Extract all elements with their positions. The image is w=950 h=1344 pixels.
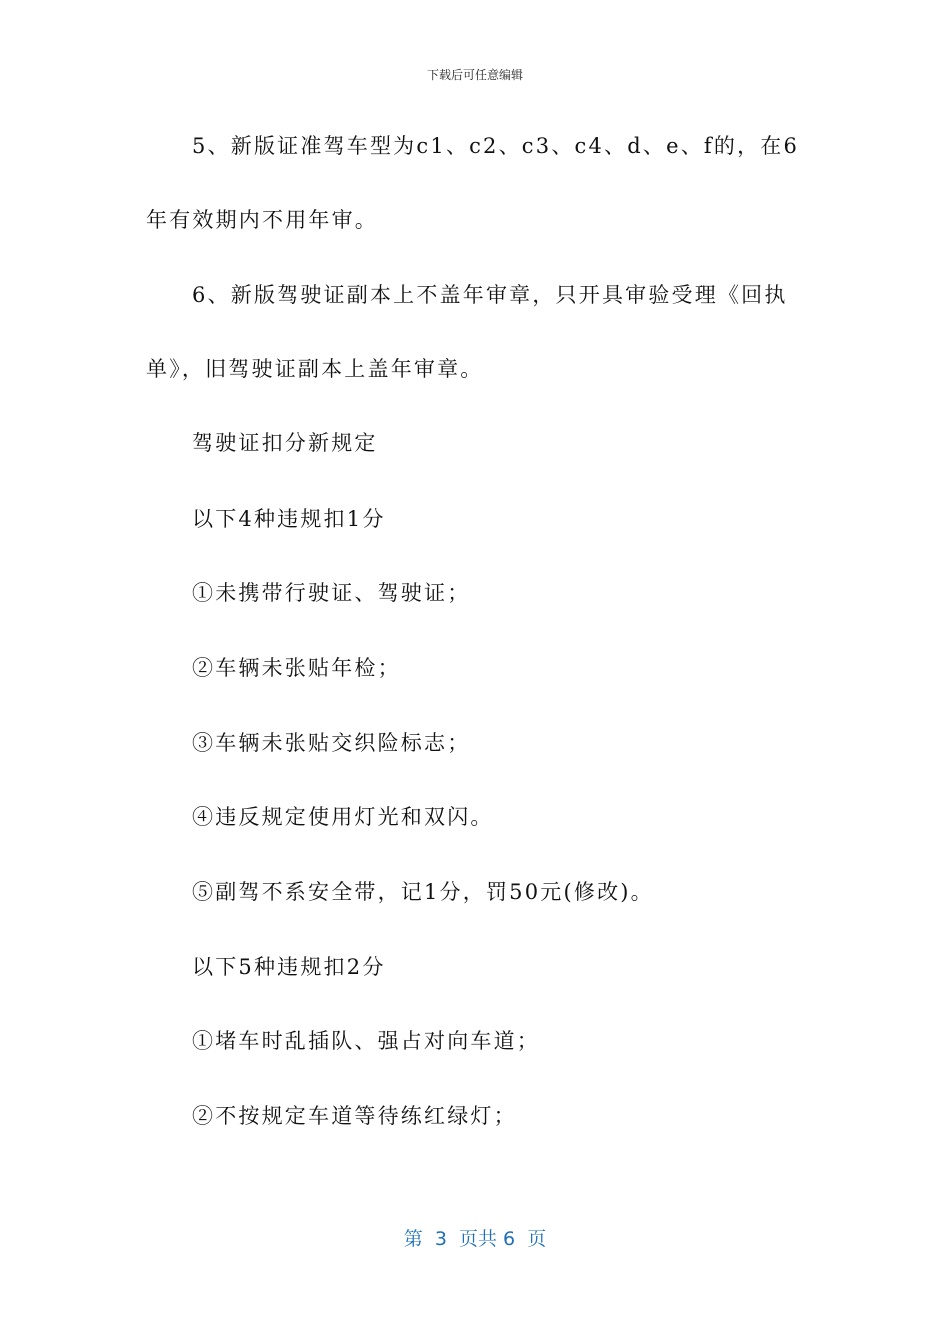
- paragraph-line-3: 6、新版驾驶证副本上不盖年审章，只开具审验受理《回执: [192, 283, 788, 307]
- section-heading-demerit-rules: 驾驶证扣分新规定: [192, 431, 378, 455]
- list-item: ②车辆未张贴年检；: [192, 656, 401, 680]
- paragraph-line-4: 单》，旧驾驶证副本上盖年审章。: [146, 357, 484, 381]
- list-item: ①堵车时乱插队、强占对向车道；: [192, 1029, 540, 1053]
- paragraph-line-1: 5、新版证准驾车型为c1、c2、c3、c4、d、e、f的，在6: [192, 134, 800, 158]
- list-item: ④违反规定使用灯光和双闪。: [192, 805, 494, 829]
- list-item: ③车辆未张贴交织险标志；: [192, 731, 471, 755]
- page-header: 下载后可任意编辑: [426, 68, 523, 82]
- paragraph-line-2: 年有效期内不用年审。: [146, 208, 378, 232]
- list-item: ①未携带行驶证、驾驶证；: [192, 581, 471, 605]
- subheading-2-points: 以下5种违规扣2分: [192, 955, 386, 979]
- list-item: ②不按规定车道等待练红绿灯；: [192, 1104, 517, 1128]
- list-item: ⑤副驾不系安全带，记1分，罚50元(修改)。: [192, 880, 654, 904]
- subheading-1-point: 以下4种违规扣1分: [192, 507, 386, 531]
- page-number-footer: 第 3 页共 6 页: [403, 1228, 547, 1250]
